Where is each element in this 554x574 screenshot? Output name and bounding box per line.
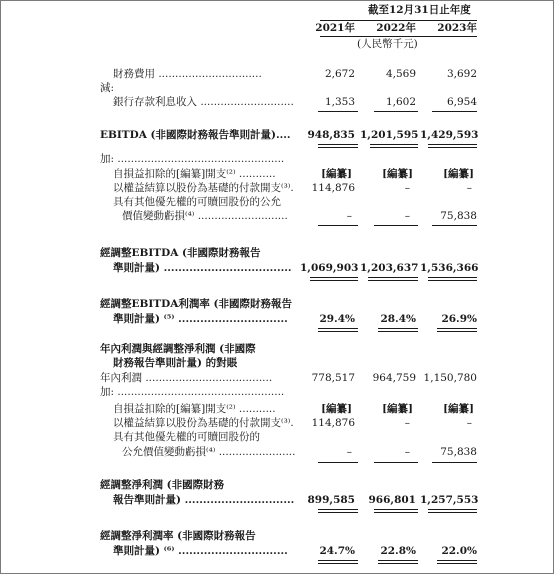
row-label-adjusted-net-margin: 經調整淨利潤率 (非國際財務報告 [100, 530, 256, 542]
row-value: [編纂] [443, 403, 474, 415]
double-rule [318, 328, 358, 332]
row-value: 28.4% [380, 313, 416, 325]
row-value: 778,517 [311, 372, 355, 384]
row-value: 26.9% [441, 313, 477, 325]
row-label: 準則計量) ⁽⁵⁾ .............................. [113, 313, 288, 325]
double-rule [318, 560, 358, 564]
row-value: 114,876 [311, 182, 355, 194]
row-label: 年內利潤 ...................................... [100, 372, 273, 384]
rule [318, 225, 358, 226]
rule [432, 111, 477, 112]
row-value: – [466, 182, 472, 194]
double-rule [428, 144, 477, 148]
double-rule [318, 144, 358, 148]
rule [374, 462, 418, 463]
row-label-adjusted-ebitda: 經調整EBITDA (非國際財務報告 [100, 247, 261, 259]
row-label: 減: [100, 82, 115, 94]
rule [374, 225, 418, 226]
row-label: 銀行存款利息收入 ............................ [113, 96, 294, 108]
rule [432, 462, 477, 463]
row-label: 自損益扣除的[編纂]開支⁽²⁾ ........... [113, 168, 276, 180]
row-label: 加: .................................................. [100, 153, 285, 165]
row-value: 964,759 [372, 372, 416, 384]
rule [374, 111, 418, 112]
row-value: 1,429,593 [420, 129, 479, 141]
double-rule [374, 509, 418, 513]
row-label: 具有其他優先權的可贖回股份的 [113, 431, 260, 443]
rule [318, 111, 358, 112]
row-value: 948,835 [307, 129, 355, 141]
row-label: 準則計量) ................................... [113, 262, 292, 274]
double-rule [437, 328, 477, 332]
row-value: 966,801 [368, 494, 416, 506]
double-rule [368, 277, 418, 281]
row-value: [編纂] [382, 168, 413, 180]
row-value: – [404, 182, 410, 194]
row-label: 公允價值變動虧損⁽⁴⁾ ....................... [122, 446, 296, 458]
double-rule [437, 560, 477, 564]
row-value: – [346, 446, 352, 458]
row-value: – [466, 417, 472, 429]
row-value: 22.8% [380, 545, 416, 557]
row-value: 899,585 [307, 494, 355, 506]
row-label-adjusted-net-profit: 經調整淨利潤 (非國際財務 [100, 479, 225, 491]
row-value: 1,201,595 [360, 129, 419, 141]
unit-label: (人民幣千元) [357, 38, 418, 50]
period-header: 截至12月31日止年度 [368, 4, 471, 16]
row-label-adjusted-ebitda-margin: 經調整EBITDA利潤率 (非國際財務報告 [100, 298, 292, 310]
double-rule [428, 509, 477, 513]
year-2022: 2022年 [376, 22, 416, 34]
row-value: [編纂] [321, 403, 352, 415]
row-value: 1,353 [324, 96, 355, 108]
row-value: 1,203,637 [360, 262, 419, 274]
row-value: 24.7% [319, 545, 355, 557]
row-label: 以權益結算以股份為基礎的付款開支⁽³⁾. [113, 417, 294, 429]
section-title: 年內利潤與經調整淨利潤 (非國際 [100, 343, 256, 355]
double-rule [428, 277, 477, 281]
row-value: 1,150,780 [423, 372, 477, 384]
row-value: 2,672 [324, 68, 355, 80]
row-label: 財務費用 ............................... [113, 68, 262, 80]
double-rule [310, 277, 358, 281]
row-label: 價值變動虧損⁽⁴⁾ ........................... [122, 210, 288, 222]
row-value: 114,876 [311, 417, 355, 429]
row-value: 1,069,903 [300, 262, 359, 274]
row-value: – [346, 210, 352, 222]
row-value: 75,838 [440, 446, 477, 458]
row-value: 75,838 [440, 210, 477, 222]
row-value: 29.4% [319, 313, 355, 325]
row-value: [編纂] [382, 403, 413, 415]
row-value: – [404, 417, 410, 429]
double-rule [378, 328, 418, 332]
year-2021: 2021年 [315, 22, 355, 34]
double-rule [370, 144, 418, 148]
rule [432, 225, 477, 226]
row-value: 6,954 [446, 96, 477, 108]
section-title: 財務報告準則計量) 的對賬 [113, 357, 238, 369]
header-rule-bottom [320, 36, 477, 37]
row-label: 加: .................................................. [100, 386, 285, 398]
row-value: 1,602 [385, 96, 416, 108]
row-value: 3,692 [446, 68, 477, 80]
row-value: 1,257,553 [420, 494, 479, 506]
header-rule-top [320, 20, 477, 21]
row-label: 準則計量) ⁽⁶⁾ .............................. [113, 545, 288, 557]
row-label: 以權益結算以股份為基礎的付款開支⁽³⁾. [113, 182, 294, 194]
rule [318, 462, 358, 463]
row-label: 報告準則計量) .............................. [113, 494, 295, 506]
row-label: 具有其他優先權的可贖回股份的公允 [113, 196, 281, 208]
row-value: – [404, 446, 410, 458]
row-value: 1,536,366 [420, 262, 479, 274]
row-value: 22.0% [441, 545, 477, 557]
row-value: [編纂] [321, 168, 352, 180]
row-label-ebitda: EBITDA (非國際財務報告準則計量).... [100, 129, 291, 141]
double-rule [378, 560, 418, 564]
row-label: 自損益扣除的[編纂]開支⁽²⁾ ........... [113, 403, 276, 415]
year-2023: 2023年 [437, 22, 477, 34]
row-value: – [404, 210, 410, 222]
double-rule [318, 509, 358, 513]
row-value: 4,569 [385, 68, 416, 80]
row-value: [編纂] [443, 168, 474, 180]
